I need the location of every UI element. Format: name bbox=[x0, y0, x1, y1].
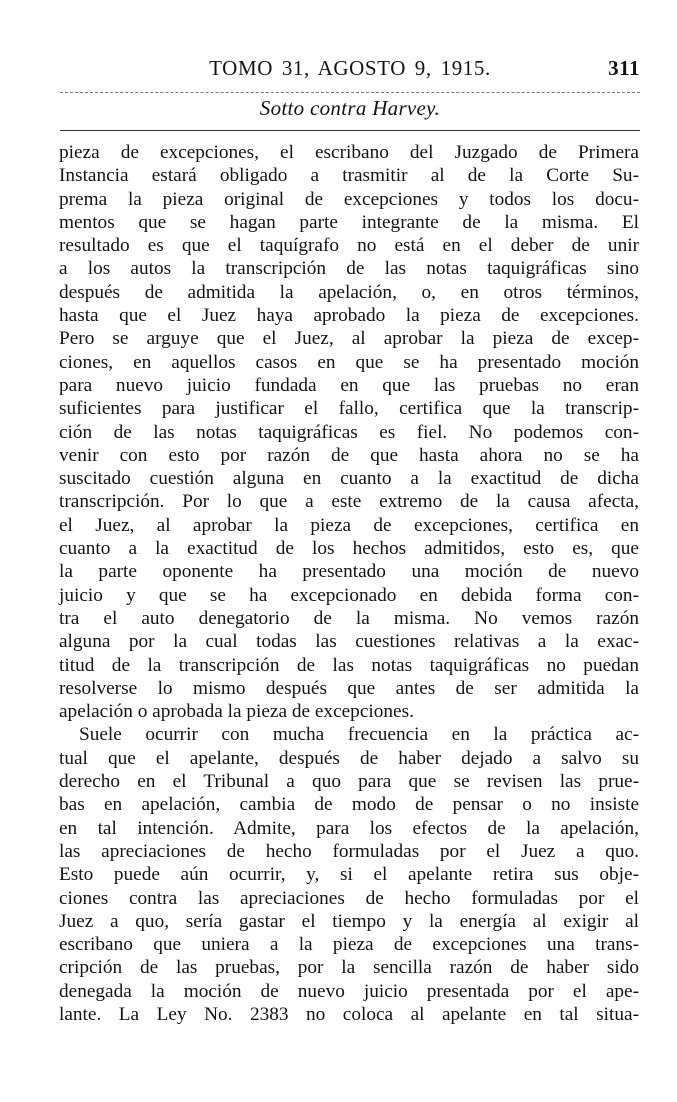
text-line: resultado es que el taquígrafo no está en el deber de unir bbox=[59, 235, 639, 257]
text-line: suscitado cuestión alguna en cuanto a la exactitud de dicha bbox=[59, 468, 639, 490]
text-line: cripción de las pruebas, por la sencilla razón de haber sido bbox=[59, 957, 639, 979]
text-line: tra el auto denegatorio de la misma. No vemos razón bbox=[59, 607, 639, 629]
text-line: suficientes para justificar el fallo, certifica que la transcrip- bbox=[59, 398, 639, 420]
text-line: ciones, en aquellos casos en que se ha presentado moción bbox=[59, 351, 639, 373]
text-line: bas en apelación, cambia de modo de pensar o no insiste bbox=[59, 794, 639, 816]
text-line: a los autos la transcripción de las notas taquigráficas sino bbox=[59, 258, 639, 280]
text-line: ción de las notas taquigráficas es fiel. No podemos con- bbox=[59, 421, 639, 443]
text-line: derecho en el Tribunal a quo para que se revisen las prue- bbox=[59, 771, 639, 793]
text-line: para nuevo juicio fundada en que las pruebas no eran bbox=[59, 374, 639, 396]
text-line: cuanto a la exactitud de los hechos admitidos, esto es, que bbox=[59, 538, 639, 560]
text-line: tual que el apelante, después de haber dejado a salvo su bbox=[59, 747, 639, 769]
text-line: denegada la moción de nuevo juicio presentada por el ape- bbox=[59, 980, 639, 1002]
text-line: pieza de excepciones, el escribano del Juzgado de Primera bbox=[59, 142, 639, 163]
text-line: el Juez, al aprobar la pieza de excepciones, certifica en bbox=[59, 514, 639, 536]
running-title: Sotto contra Harvey. bbox=[259, 96, 441, 120]
text-line: escribano que uniera a la pieza de excepciones una trans- bbox=[59, 934, 639, 956]
body-text bbox=[59, 141, 639, 1026]
text-line: titud de la transcripción de las notas taquigráficas no puedan bbox=[59, 654, 639, 676]
page-number: 311 bbox=[608, 56, 640, 80]
text-line: prema la pieza original de excepciones y todos los docu- bbox=[59, 188, 639, 210]
text-line: juicio y que se ha excepcionado en debida forma con- bbox=[59, 584, 639, 606]
text-line: Juez a quo, sería gastar el tiempo y la energía al exigir al bbox=[59, 910, 639, 932]
text-line: Instancia estará obligado a trasmitir al de la Corte Su- bbox=[59, 165, 639, 187]
text-line: hasta que el Juez haya aprobado la pieza de excepciones. bbox=[59, 305, 639, 327]
header-divider-top bbox=[60, 92, 640, 93]
text-line: Suele ocurrir con mucha frecuencia en la práctica ac- bbox=[79, 724, 639, 746]
header-divider-bottom bbox=[60, 130, 640, 131]
header-title: TOMO 31, AGOSTO 9, 1915. bbox=[209, 56, 491, 80]
text-line: Esto puede aún ocurrir, y, si el apelante retira sus obje- bbox=[59, 864, 639, 886]
text-line: en tal intención. Admite, para los efectos de la apelación, bbox=[59, 817, 639, 839]
text-line: apelación o aprobada la pieza de excepciones. bbox=[59, 701, 414, 723]
text-line: Pero se arguye que el Juez, al aprobar la pieza de excep- bbox=[59, 328, 639, 350]
text-line: transcripción. Por lo que a este extremo de la causa afecta, bbox=[59, 491, 639, 513]
text-line: mentos que se hagan parte integrante de la misma. El bbox=[59, 211, 639, 233]
page-header bbox=[60, 56, 640, 86]
text-line: la parte oponente ha presentado una moción de nuevo bbox=[59, 561, 639, 583]
text-line: las apreciaciones de hecho formuladas por el Juez a quo. bbox=[59, 840, 639, 862]
text-line: resolverse lo mismo después que antes de ser admitida la bbox=[59, 677, 639, 699]
text-line: ciones contra las apreciaciones de hecho formuladas por el bbox=[59, 887, 639, 909]
paragraph bbox=[59, 141, 639, 723]
text-line: después de admitida la apelación, o, en otros términos, bbox=[59, 281, 639, 303]
text-line: lante. La Ley No. 2383 no coloca al apelante en tal situa- bbox=[59, 1003, 639, 1025]
text-line: alguna por la cual todas las cuestiones relativas a la exac- bbox=[59, 631, 639, 653]
text-line: venir con esto por razón de que hasta ahora no se ha bbox=[59, 444, 639, 466]
paragraph bbox=[59, 723, 639, 1026]
